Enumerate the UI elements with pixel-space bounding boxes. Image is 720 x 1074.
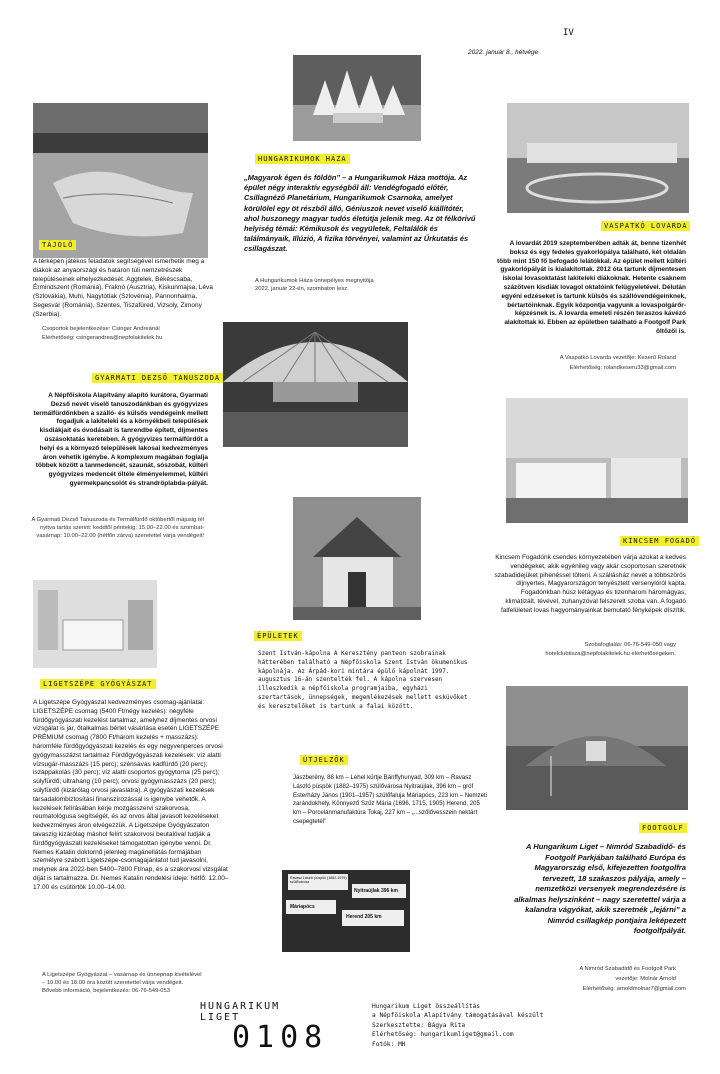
hungarikumok-haza-photo: [293, 55, 421, 141]
gyarmati-body: A Népfőiskola Alapítvány alapító kurátora, Gyarmati Dezső nevét viselő tanuszodánkban és gyógyvizes termálfürdőnkben a szálló- és külsős vendégeink mellett fogadjuk a lakiteleki és a környékbeli települések kisdiákjait és óvodásait is tanrendbe épített, díjmentes úszásoktatás keretében. A gyógyvizes termálfürdőt a helyi és a környező települések lakosai kedvezményes áron vehetik igénybe. A komplexum magában foglalja többek között a tanmedencét, szaunát, sószobát, kültéri gyógyvizes medencét öltéle élményelemmel, kültéri gyermekpancsolót és strandröplabda-pályát.: [33, 392, 208, 487]
utjelzok-photo: [282, 870, 410, 952]
footgolf-contact: A Nimród Szabadidő és Footgolf Park: [579, 966, 676, 972]
ligetszepe-heading: LIGETSZÉPE GYÓGYÁSZAT: [40, 679, 156, 689]
logo-line: HUNGARIKUM: [200, 1001, 281, 1012]
credit-line: Elérhetőség: hungarikumliget@gmail.com: [372, 1031, 514, 1039]
vaspatko-heading: VASPATKÓ LOVARDA: [601, 221, 690, 231]
hungarikumok-haza-heading: HUNGARIKUMOK HÁZA: [255, 154, 350, 164]
utjelzok-heading: ÚTJELZŐK: [300, 755, 348, 765]
ligetszepe-body: A Ligetszépe Gyógyászat kedvezményes csomag-ajánlatai: LIGETSZÉPE csomag (5400 Ft/négy kezelés): négyféle fürdőgyógyászati kezelést tartalmaz, amelyhez díjmentes orvosi vizsgálat is jár, őtalkalmas bérlet vásárlása esetén LIGETSZÉPE PRÉMIUM csomag (7800 Ft/három kezelés + masszázs): háromféle fürdőgyógyászati kezelés és egy negyvenperces orvosi gyógymasszázst tartalmaz Fürdőgyógyászati kezelések: víz alatti vízsugár-masszázs (15 perc); szénsavas kádfürdő (20 perc); iszappakolás (30 perc); víz alatti csoportos gyógytorna (25 perc); súlyfürdő; ultrahang (10 perc); orvosi gyógymasszázs (20 perc); súlyfürdő (kizárólag orvosi javaslatra). A gyógyászati kezelések társadalombiztosítási finanszírozással is igénybe vehetők. A kezelések felírásában kérje mozgásszervi szakorvosa, reumatológusa segítségét, és az orvos által javasolt kezeléseket kedvezményes áron elvégezzük. A Ligetszépe Gyógyászaton tavaszig kizárólag máshol felírt szakorvosi beutalóval tudják a fürdőgyógyászati kezeléseket támogatottan igénybe venni. Dr. Nemes Katalin doktornő jelenleg magánellátás formájában személyre szabott Ligetszépe-csomagajánlatot tud javasolni, melynek ára 2022-ben 5400–7800 Ft/nap, és a szakorvosi vizsgálat díját is tartalmazza. Dr. Nemes Katalin rendelési ideje: hétfő: 12.00–17.00 és csütörtök 10.00–14.00.: [33, 699, 229, 891]
hungarikumok-haza-note: A Hungarikumok Háza ünnepélyes megnyitója 2022. január 22-én, szombaton lesz.: [255, 278, 374, 292]
page-number: IV: [563, 28, 574, 38]
tajolo-heading: TÁJOLÓ: [39, 240, 76, 250]
sign-text: Nyitraújlak 396 km: [354, 888, 398, 894]
footgolf-contact: vezetője: Molnár Arnold: [615, 976, 676, 982]
date-line: 2022. január 8., hétvége: [468, 49, 539, 56]
gyarmati-photo: [223, 322, 408, 447]
kincsem-contact: Szobafoglalás: 06-76-549-050 vagy: [584, 642, 676, 648]
credits: [372, 1002, 543, 1049]
issue-code: 0108: [232, 1020, 329, 1055]
epuletek-body: Szent István-kápolna A Keresztény panteon szobrainak hátterében található a Népfőiskola Szent István ökumenikus kápolnája. Az Árpád-kori mintára épülő kápolnát 1997. augusztus 16-án szentelték fel. A kápolna szervesen illeszkedik a népfőiskola programjaiba, egyházi szertartások, ünnepségek, megemlékezések mellett esküvőket és keresztelőket is tartunk a falai között.: [258, 650, 468, 710]
kincsem-heading: KINCSEM FOGADÓ: [620, 536, 699, 546]
credit-line: Hungarikum Liget összeállítás: [372, 1003, 481, 1010]
utjelzok-body: Jászberény, 88 km – Lehel kürtje Bánffyhunyad, 309 km – Ravasz László püspök (1882–1975) szülővárosa Nyitraújlak, 396 km – gróf Esterházy János (1901–1957) szülőfaluja Máriapócs, 223 km – Nemzeti zarándokhely, Könnyező Szűz Mária (1696, 1715, 1905) Herend, 205 km – Porcelánmanufaktúra Tokaj, 227 km – „...szőlővesszein nektárt csepegtetél”: [293, 774, 488, 825]
tajolo-email: Elérhetőség: csingerandrea@nepfolakitelek.hu: [42, 335, 163, 341]
logo-line: LIGET: [200, 1012, 241, 1023]
tajolo-photo: [33, 103, 208, 258]
sign-text: Herend 205 km: [346, 914, 382, 920]
sign-text: Máriapócs: [290, 904, 315, 910]
kincsem-body: Kincsem Fogadónk csendes környezetében várja azokat a kedves vendégeket, akik egyénileg vagy akár csoportosan szeretnék szabadidejüket pihenéssel tölteni. A szállásház nevét a többszörös díjnyertes, Magyarországon tenyésztett versenylóról kapta. Fogadónkban húsz kétágyas és tizenhárom háromágyas, klimatizált, tévével, zuhanyzóval felszerelt szoba van. A fogadó falfelületeit lovas hagyományainkat bemutató fényképek díszítik.: [494, 554, 686, 614]
gyarmati-note: A Gyarmati Dezső Tanuszoda és Termálfürdő októbertől májusig tél nyitva tartás szerint: keddtől péntekig: 15.00–22.00 és szombat-vasárnap: 10.00–22.00 (hétfőn zárva) szeretettel várja vendégeit!: [31, 517, 204, 539]
hungarikumok-haza-body: „Magyarok égen és földön” – a Hungarikumok Háza mottója. Az épület négy interaktív egységből áll: Vendégfogadó előtér, Csillagnéző Planetárium, Hungarikumok Csarnoka, amelyet körülölel egy öt részből álló, Géniuszok nevet viselő kiállítótér, ahol huszonegy magyar tudós életútja jelenik meg. Az öt félkörívű helyiség témái: Kémikusok és vegyületek, Feltalálók és találmányaik, Illúzió, A fizika törvényei, valamint az Űrkutatás és csillagászat.: [244, 173, 476, 254]
footgolf-photo: [506, 686, 688, 810]
credit-line: Fotók: MH: [372, 1040, 406, 1048]
footgolf-email: Elérhetőség: arnoldmolnar7@gmail.com: [582, 986, 686, 992]
chapel-photo: [293, 497, 421, 620]
credit-line: a Népfőiskola Alapítvány támogatásával készült: [372, 1012, 544, 1020]
tajolo-contact: Csoportok bejelentkezése: Csinger Andreánál: [42, 326, 160, 332]
ligetszepe-photo: [33, 580, 157, 668]
vaspatko-email: Elérhetőség: rolandkeseru33@gmail.com: [569, 365, 676, 371]
sign-text: Ravasz László püspök (1882-1975) szülővárosa: [290, 876, 347, 884]
footgolf-heading: FOOTGOLF: [639, 823, 687, 833]
gyarmati-heading: GYARMATI DEZSŐ TANUSZODA: [92, 373, 223, 383]
epuletek-heading: ÉPÜLETEK: [254, 631, 302, 641]
footgolf-body: A Hungarikum Liget – Nimród Szabadidő- és Footgolf Parkjában található Európa és Magyarország első, kifejezetten footgolfra tervezett, 18 szakaszos pályája, amely – nemzetközi versenyek megrendezésére is alkalmas helyszínként – nagy szeretettel várja a kalandra vágyókat, akik szeretnék „lejárni” a Nimród csillagkép pontjaira leképezett footgolfpályát.: [514, 842, 686, 935]
vaspatko-body: A lovardát 2019 szeptemberében adták át, benne tizenhét boksz és egy fedeles gyakorlópálya található, két oldalán több mint 150 fő befogadó lelátókkal. Az épület mellett kültéri gyakorlópályát is kialakítottak. 2012 óta tartunk díjmentesen iskolai lovasoktatást lakiteleki diákoknak. Hetente csaknem százötven kisdiák lovagol oktatóink felügyeletével. Délután egyéni edzéseket is tartunk külsős és szállóvendégeinknek, bértartóinknak. Egyik központja vagyunk a lovaspolgárőr-képzésnek is. A lovarda emeleti részén teraszos kávézó alakítottak ki. Ebben az épületben található a Footgolf Park öltözői is.: [496, 240, 686, 335]
tajolo-body: A térképen játékos feladatok segítségével ismerhetik meg a diákok az anyaországi és határon túli nemzetrészek településeinek elhelyezkedését. Aggtelek, Békéscsaba, Érmindszent (Románia), Fraknó (Ausztria), Kiskunmajsa, Léva (Szlovákia), Muhi, Nagytótlak (Szlovénia), Pannonhalma, Segesvár (Románia), Szentes, Tiszafüred, Vizsoly, Zimony (Szerbia).: [33, 258, 213, 318]
vaspatko-photo: [507, 103, 689, 213]
ligetszepe-note: A Ligetszépe Gyógyászat – vasárnap és ünnepnap kivételével – 10.00 és 18.00 óra között szeretettel várja vendégeit. Bővebb információ, bejelentkezés: 06-76-549-053: [42, 972, 202, 994]
kincsem-photo: [506, 398, 688, 523]
credit-line: Szerkesztette: Bágya Rita: [372, 1021, 466, 1029]
vaspatko-contact: A Vaspatkó Lovarda vezetője: Keserű Roland: [559, 355, 676, 361]
kincsem-email: hotelclubtisza@nepfolakitelek.hu elérhetőségeken.: [545, 651, 676, 657]
